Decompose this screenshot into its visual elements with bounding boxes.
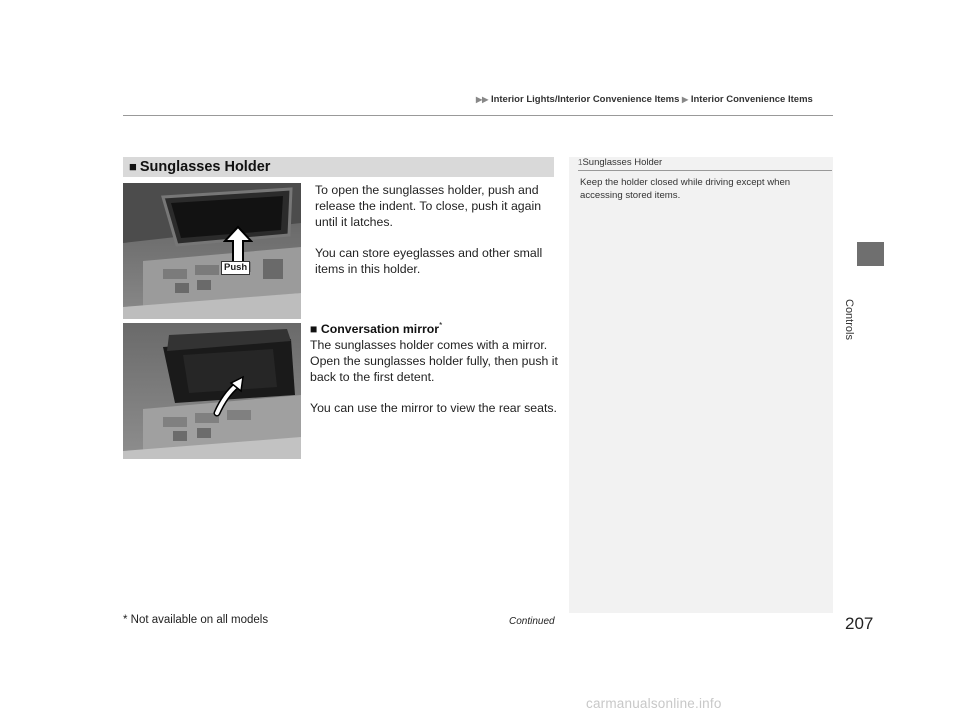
chapter-tab-marker — [857, 242, 884, 266]
header-rule — [123, 115, 833, 116]
page-number: 207 — [845, 614, 874, 633]
note-title — [578, 157, 662, 168]
note-title-text: Sunglasses Holder — [582, 157, 663, 168]
arrow-icon: ▶ — [682, 95, 689, 104]
double-arrow-icon: ▶▶ — [476, 95, 489, 104]
body-paragraph-1: To open the sunglasses holder, push and release the indent. To close, push it again until it latches. — [315, 183, 542, 229]
body-paragraph-2: You can store eyeglasses and other small items in this holder. — [315, 246, 543, 276]
body-paragraph-3: The sunglasses holder comes with a mirror. Open the sunglasses holder fully, then push it back to the first detent. — [310, 338, 558, 384]
push-label: Push — [221, 261, 250, 275]
subsection-heading — [310, 321, 442, 336]
availability-mark: * — [439, 321, 443, 330]
sunglasses-holder-open-photo — [123, 323, 301, 459]
note-body: Keep the holder closed while driving except when accessing stored items. — [580, 177, 791, 201]
subsection-title: Conversation mirror — [320, 322, 440, 337]
note-rule — [578, 170, 832, 171]
breadcrumb — [476, 94, 813, 105]
footnote: * Not available on all models — [123, 614, 269, 626]
continued-label: Continued — [509, 616, 555, 627]
section-title: Sunglasses Holder — [139, 159, 271, 175]
section-heading — [123, 157, 554, 177]
square-bullet-icon: ■ — [129, 159, 137, 174]
push-arrow-icon — [223, 225, 253, 265]
watermark: carmanualsonline.info — [586, 696, 722, 711]
breadcrumb-item-2[interactable]: Interior Convenience Items — [690, 94, 813, 105]
sunglasses-holder-closed-photo — [123, 183, 301, 319]
note-number: 1 — [578, 158, 583, 167]
breadcrumb-item-1[interactable]: Interior Lights/Interior Convenience Items — [490, 94, 680, 105]
open-arrow-icon — [209, 373, 249, 417]
body-paragraph-4: You can use the mirror to view the rear seats. — [310, 401, 557, 415]
square-bullet-icon: ■ — [310, 322, 321, 337]
chapter-tab-label[interactable]: Controls — [843, 299, 855, 340]
note-panel — [569, 157, 833, 613]
